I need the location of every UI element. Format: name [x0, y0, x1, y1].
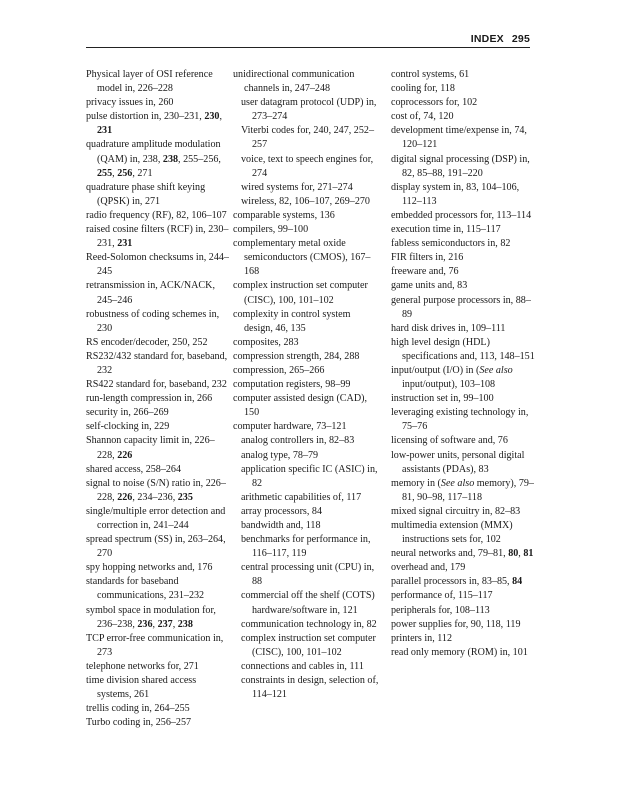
- index-entry: computer hardware, 73–121: [233, 421, 347, 433]
- index-entry: Viterbi codes for, 240, 247, 252–257: [241, 125, 374, 151]
- index-entry: security in, 266–269: [86, 407, 169, 419]
- index-entry: Physical layer of OSI reference model in, 226–228: [86, 69, 213, 95]
- index-entry: cost of, 74, 120: [391, 111, 454, 123]
- index-entry: connections and cables in, 111: [241, 660, 364, 672]
- index-entry: symbol space in modulation for, 236–238, 236, 237, 238: [86, 604, 216, 630]
- index-column-1: [86, 68, 232, 730]
- header-title: INDEX: [470, 33, 504, 45]
- index-entry: embedded processors for, 113–114: [391, 209, 532, 221]
- index-entry: performance of, 115–117: [391, 590, 493, 602]
- index-entry: power supplies for, 90, 118, 119: [391, 618, 521, 630]
- index-entry: execution time in, 115–117: [391, 224, 501, 236]
- index-entry: commercial off the shelf (COTS) hardware/software in, 121: [241, 590, 375, 616]
- index-entry: high level design (HDL) specifications and, 113, 148–151: [391, 336, 535, 362]
- index-entry: hard disk drives in, 109–111: [391, 322, 506, 334]
- index-column-3: [391, 68, 537, 660]
- index-entry: read only memory (ROM) in, 101: [391, 646, 528, 658]
- index-entry: development time/expense in, 74, 120–121: [391, 125, 527, 151]
- index-entry: TCP error-free communication in, 273: [86, 632, 224, 658]
- index-entry: compression, 265–266: [233, 364, 325, 376]
- index-entry: computer assisted design (CAD), 150: [233, 393, 367, 419]
- index-entry: robustness of coding schemes in, 230: [86, 308, 220, 334]
- index-entry: raised cosine filters (RCF) in, 230–231, 231: [86, 224, 229, 250]
- index-entry: signal to noise (S/N) ratio in, 226–228, 226, 234–236, 235: [86, 477, 226, 503]
- index-entry: game units and, 83: [391, 280, 468, 292]
- index-entry: overhead and, 179: [391, 562, 466, 574]
- index-entry: quadrature amplitude modulation (QAM) in, 238, 238, 255–256, 255, 256, 271: [86, 139, 221, 179]
- index-entry: control systems, 61: [391, 69, 470, 80]
- index-entry: spy hopping networks and, 176: [86, 562, 213, 574]
- index-entry: array processors, 84: [241, 505, 323, 517]
- index-entry: constraints in design, selection of, 114–121: [241, 675, 379, 701]
- index-entry: telephone networks for, 271: [86, 660, 199, 672]
- index-entry: run-length compression in, 266: [86, 393, 213, 405]
- index-entry: wireless, 82, 106–107, 269–270: [241, 195, 370, 207]
- index-entry: multimedia extension (MMX) instructions sets for, 102: [391, 520, 513, 546]
- index-entry: complex instruction set computer (CISC), 100, 101–102: [233, 280, 368, 306]
- index-entry: spread spectrum (SS) in, 263–264, 270: [86, 534, 226, 560]
- index-entry: self-clocking in, 229: [86, 421, 170, 433]
- index-entry: complementary metal oxide semiconductors (CMOS), 167–168: [233, 238, 371, 278]
- index-entry: pulse distortion in, 230–231, 230, 231: [86, 111, 222, 137]
- index-entry: leveraging existing technology in, 75–76: [391, 407, 529, 433]
- index-entry: application specific IC (ASIC) in, 82: [241, 463, 378, 489]
- index-entry: communication technology in, 82: [241, 618, 377, 630]
- index-entry: cooling for, 118: [391, 83, 455, 95]
- index-entry: RS422 standard for, baseband, 232: [86, 379, 227, 391]
- index-entry: analog controllers in, 82–83: [241, 435, 355, 447]
- index-entry: retransmission in, ACK/NACK, 245–246: [86, 280, 215, 306]
- index-entry: voice, text to speech engines for, 274: [241, 153, 374, 179]
- index-entry: complexity in control system design, 46, 135: [233, 308, 351, 334]
- index-entry: digital signal processing (DSP) in, 82, 85–88, 191–220: [391, 153, 530, 179]
- running-header: [86, 33, 530, 55]
- index-entry: computation registers, 98–99: [233, 379, 351, 391]
- index-entry: coprocessors for, 102: [391, 97, 478, 109]
- index-entry: Reed-Solomon checksums in, 244–245: [86, 252, 229, 278]
- index-entry: instruction set in, 99–100: [391, 393, 494, 405]
- index-entry: privacy issues in, 260: [86, 97, 174, 109]
- index-entry: licensing of software and, 76: [391, 435, 508, 447]
- index-entry: single/multiple error detection and correction in, 241–244: [86, 505, 226, 531]
- index-entry: FIR filters in, 216: [391, 252, 464, 264]
- index-entry: freeware and, 76: [391, 266, 459, 278]
- index-entry: compilers, 99–100: [233, 224, 309, 236]
- header-label: [465, 33, 530, 45]
- index-entry: neural networks and, 79–81, 80, 81: [391, 548, 534, 560]
- index-entry: trellis coding in, 264–255: [86, 703, 190, 715]
- index-entry: bandwidth and, 118: [241, 520, 321, 531]
- index-entry: Shannon capacity limit in, 226–228, 226: [86, 435, 215, 461]
- index-entry: standards for baseband communications, 231–232: [86, 576, 205, 602]
- index-entry: user datagram protocol (UDP) in, 273–274: [241, 97, 377, 123]
- index-entry: display system in, 83, 104–106, 112–113: [391, 181, 520, 207]
- index-entry: composites, 283: [233, 336, 299, 348]
- index-entry: unidirectional communication channels in, 247–248: [233, 69, 355, 95]
- index-entry: RS encoder/decoder, 250, 252: [86, 336, 208, 348]
- index-entry: benchmarks for performance in, 116–117, 119: [241, 534, 371, 560]
- index-entry: compression strength, 284, 288: [233, 350, 360, 362]
- index-entry: analog type, 78–79: [241, 449, 319, 461]
- index-entry: parallel processors in, 83–85, 84: [391, 576, 523, 588]
- index-entry: memory in (See also memory), 79–81, 90–98, 117–118: [391, 477, 534, 503]
- index-column-2: [233, 68, 379, 702]
- index-entry: peripherals for, 108–113: [391, 604, 490, 616]
- header-rule: [86, 47, 530, 48]
- index-entry: shared access, 258–264: [86, 463, 182, 475]
- index-entry: central processing unit (CPU) in, 88: [241, 562, 375, 588]
- index-entry: input/output (I/O) in (See also input/output), 103–108: [391, 364, 513, 391]
- index-entry: arithmetic capabilities of, 117: [241, 491, 362, 503]
- index-entry: complex instruction set computer (CISC), 100, 101–102: [241, 632, 376, 658]
- index-entry: radio frequency (RF), 82, 106–107: [86, 209, 227, 221]
- index-entry: RS232/432 standard for, baseband, 232: [86, 350, 228, 376]
- index-entry: Turbo coding in, 256–257: [86, 717, 192, 729]
- page-number: 295: [511, 33, 530, 45]
- index-entry: mixed signal circuitry in, 82–83: [391, 505, 521, 517]
- index-entry: quadrature phase shift keying (QPSK) in, 271: [86, 181, 206, 207]
- index-entry: comparable systems, 136: [233, 209, 335, 221]
- index-entry: time division shared access systems, 261: [86, 675, 197, 701]
- index-entry: general purpose processors in, 88–89: [391, 294, 531, 320]
- index-entry: low-power units, personal digital assistants (PDAs), 83: [391, 449, 525, 475]
- index-entry: wired systems for, 271–274: [241, 181, 353, 193]
- index-entry: fabless semiconductors in, 82: [391, 238, 511, 250]
- index-entry: printers in, 112: [391, 632, 453, 644]
